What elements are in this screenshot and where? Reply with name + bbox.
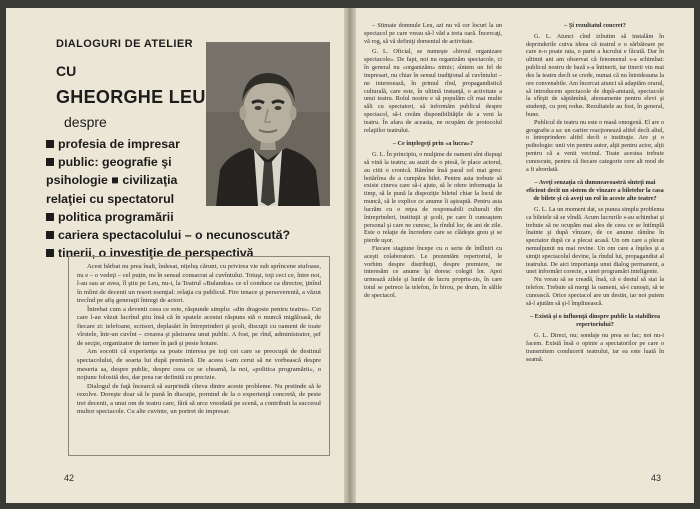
interview-answer: G. L. Atunci cînd izbutim să instalăm în deprinderile cuiva ideea că teatrul e o sărbătoare pe care n-o poate rata, o parte a lucrului e făcută. Dar în ultimii ani am observat că fenomenul s-a schimbat: publicul nostru de bază s-a întinerit, iar tinerii vin mai des la teatru decît se crede, numai că nu întotdeauna la ore convenabile. Am încercat atunci să adaptăm orarul, să introducem spectacole de după-amiază, spectacole la sfîrşit de săptămînă, abonamente pentru elevi şi studenţi, cu preţ redus. Rezultatele au fost, în general, bune. (526, 32, 664, 118)
interview-question: – Şi rezultatul concret? (564, 22, 626, 29)
preposition: CU (56, 63, 77, 79)
page-number-right: 43 (651, 473, 662, 483)
intro-paragraph: Întrebat cum a devenit ceea ce este, răspunde simplu: «din dragoste pentru teatru». Cei care l-au văzut lucrînd ştiu însă că în spatele acestui răspuns stă o muncă migăloasă, de fiecare zi: telefoane, scrisori, deplasări în întreprinderi şi şcoli, discuţii cu oameni de toate vîrstele, într-un cuvînt – crearea şi păstrarea unui public. A fost, pe rînd, administrator, şef de secţie, organizator de turnee în ţară şi peste hotare. (77, 305, 321, 347)
interview-answer: Fiecare stagiune începe cu o serie de întîlniri cu aceşti colaboratori. Le prezentăm repertoriul, le vorbim despre distribuţii, despre premiere, ne interesăm ce anume îşi doresc colegii lor. Apoi urmează zilele şi lunile de lucru propriu-zis, în care totul se petrece la telefon, în birou, pe drum, în sălile de spectacol. (364, 244, 502, 299)
interview-question: – Ce înţelegeţi prin «a lucra»? (392, 140, 474, 148)
portrait-photo (206, 42, 330, 206)
portrait-illustration (206, 42, 330, 206)
intro-paragraph: Acest bărbat nu prea înalt, îndesat, nițeluș cărunt, cu privirea vie sub sprîncene stufoase, nu e – o vedeţi – cel puțin, nu în sensul consacrat al cuvîntului. Totuşi, toţi ceci ce, între noi, l-au sau ar avea, îl ştiu pe Leu, nu-i, la Teatrul «Bulandra» ce el conduce ca director, ţinînd în mîini de decenii un resort esenţial: relaţia cu publicul. Fire tenace şi perseverentă, a văzut trecînd pe afiş generaţii întregi de actori. (77, 263, 321, 305)
square-bullet-icon (46, 213, 54, 221)
text-column-2 (526, 22, 664, 363)
topic-item: profesia de impresar (46, 135, 341, 153)
left-page (6, 8, 346, 503)
interview-answer: G. L. La un moment dat, se punea simplu problema ca biletele să se vîndă. Acum lucrurile s-au schimbat şi trebuie să ne ocupăm mai ales de ceea ce se întîmplă înainte şi după vînzare, de ce anume rămîne în spectator după ce a plecat acasă. Un om care a plecat nemulţumit nu mai revine. Un om care a înţeles şi a simţit spectacolul devine, la rîndul lui, propagandist al teatrului. De aici importanţa unui dialog permanent, a unei informări corecte, a unei programări inteligente. (526, 205, 664, 276)
interviewee-name: GHEORGHE LEU (56, 87, 206, 107)
book-spread (6, 8, 694, 503)
interview-answer: G. L. Oficial, se numeşte «biroul organizare spectacole». De fapt, noi nu organizăm spectacole, ci în general nu «organizăm» nimic; sîntem un fel de impresari, nu chiar în sensul tradiţional al cuvîntului – ne interesează, în primul rînd, propagandistică culturală, care este, în ultimă instanţă, o activitate a unui teatru. Rolul nostru e să populăm cît mai multe săli cu spectatori, să informăm publicul despre spectacol, să-i creăm disponibilităţile de a veni la teatru. În afara de aceasta, ne ocupăm de protocolul relaţiilor teatrului. (364, 48, 502, 134)
right-page (354, 8, 694, 503)
interview-answer: G. L. În principiu, o mulţime de oameni sînt dispuşi să vină la teatru; au auzit de o piesă, le place actorul, au citit o cronică. Rămîne însă pasul cel mai greu: hotărîrea de a cumpăra bilet. Pentru asta trebuie să existe cineva care să-i ajute, să le ofere informaţia la timp, să le pună la dispoziţie biletul chiar la locul de muncă, să le explice ce anume îi aşteaptă. Pentru asta lucrăm cu o reţea de responsabili culturali din întreprinderi, instituţii şi şcoli, pe care îi cunoaştem personal şi care ne cunosc, la rîndul lor, de ani de zile. Este o relaţie de încredere care se clădeşte greu şi se pierde uşor. (364, 151, 502, 245)
square-bullet-icon (46, 158, 54, 166)
intro-paragraph: Am socotit că experienţa sa poate interesa pe toţi cei care se preocupă de destinul spectacolului, de soarta lui după premieră. De aceea i-am cerut să ne vorbească despre meseria sa, despre public, despre ceea ce se cheamă, la noi, «politica programării», o noţiune folosită des, dar prea rar definită cu precizie. (77, 348, 321, 382)
interview-question: – Există şi o influenţă dinspre public la stabilirea repertoriului? (529, 313, 660, 329)
about-word: despre (64, 114, 107, 130)
topic-item: cariera spectacolului – o necunoscută? (46, 226, 341, 244)
topic-item: relaţiei cu spectatorul (46, 191, 175, 206)
page-number-left: 42 (64, 473, 75, 483)
square-bullet-icon (46, 249, 54, 257)
interview-answer: G. L. Direct, nu; sondaje nu prea se fac; noi nu-i facem. Există însă o opinie a spectatorilor pe care o transmitem conducerii teatrului, iar ea este luată în seamă. (526, 332, 664, 363)
interview-answer: Publicul de teatru nu este o masă omogenă. El are o geografie a sa: un cartier reacţionează altfel decît altul, o întreprindere altfel decît o instituţie. Are şi o psihologie: unii vin pentru autor, alţii pentru actor, alţii pentru că a venit vecinul. Toate acestea trebuie cunoscute, pentru că fiecare categorie cere alt mod de a fi abordată. (526, 118, 664, 173)
topic-item: psihologie ■ civilizaţia (46, 173, 178, 188)
interview-question: – Stimate domnule Leu, azi nu vă cer locuri la un spectacol pe care vreau să-l văd a treia oară. Încercaţi, vă rog, să vă definiţi domeniul de activitate. (364, 22, 502, 45)
intro-box (68, 256, 330, 456)
topic-item: tinerii, o investiţie de perspectivă (46, 244, 341, 262)
interview-answer: Nu vreau să se creadă, însă, că e destul să stai la telefon. Trebuie să mergi la oameni, să-i cunoşti, să te cunoască. Orice spectacol are un destin, iar noi putem să-l ajutăm să şi-l împlinească. (526, 276, 664, 307)
topic-item: public: geografie şi (46, 153, 341, 171)
topic-item: politica programării (46, 208, 341, 226)
interview-question: – Aveţi senzaţia că dumneavoastră sînteţi mai eficient decît un sistem de vînzare a biletelor la casa de bilete şi că aveţi un rol în aceste alte teatre? (526, 179, 664, 203)
text-column-1 (364, 22, 502, 300)
square-bullet-icon (46, 231, 54, 239)
series-kicker: DIALOGURI DE ATELIER (56, 38, 193, 50)
square-bullet-icon (46, 140, 54, 148)
intro-paragraph: Dialogul de faţă încearcă să surprindă cîteva dintre aceste probleme. Nu pretinde să le rezolve. Doreşte doar să le pună în discuţie, pornind de la o experienţă concretă, de peste trei decenii, a unui om de teatru care, fără să urce vreodată pe scenă, a contribuit la succesul multor spectacole. Cu alte cuvinte, un portret de impresar. (77, 382, 321, 416)
